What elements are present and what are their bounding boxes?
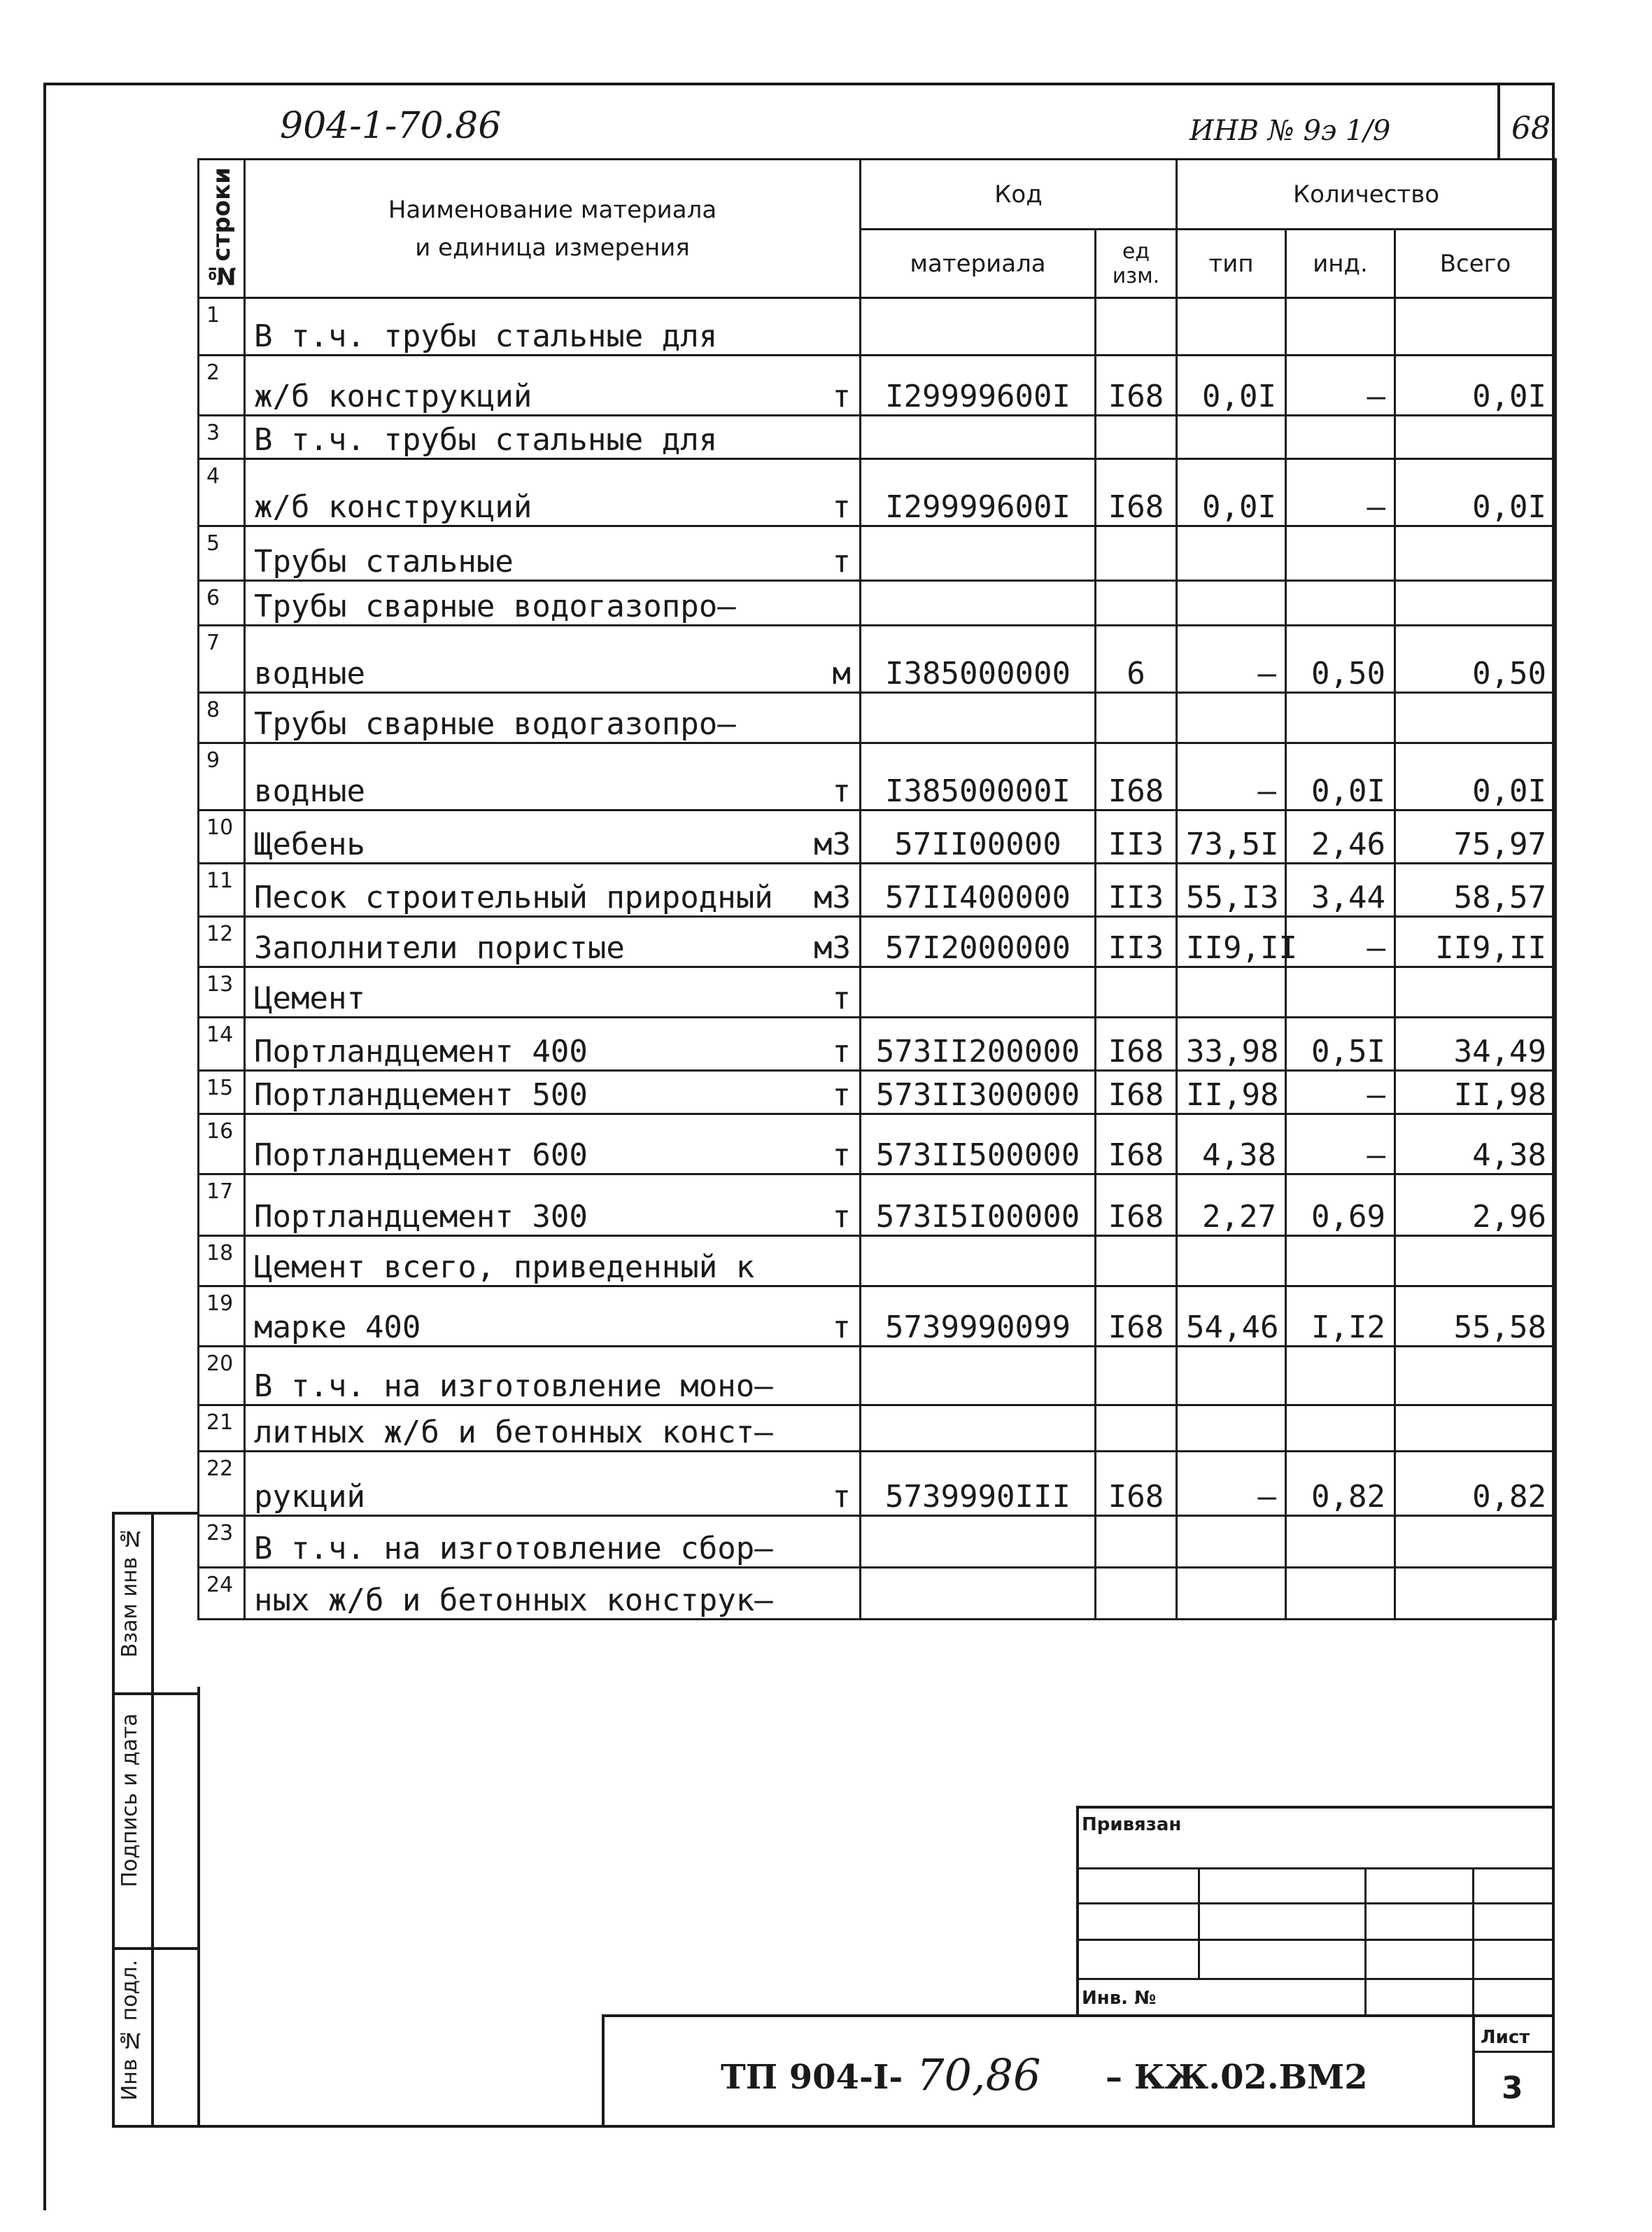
material-name-cell bbox=[245, 526, 861, 581]
qty-total: II9,II bbox=[1395, 917, 1556, 967]
qty-total: 0,0I bbox=[1395, 743, 1556, 810]
material-unit: м bbox=[832, 656, 851, 692]
material-name-cell bbox=[245, 1114, 861, 1174]
qty-individual: 0,50 bbox=[1286, 626, 1395, 693]
unit-code: II3 bbox=[1096, 810, 1177, 864]
material-name: Цемент всего, приведенный к bbox=[254, 1249, 755, 1285]
side-stamp-top-line bbox=[112, 1512, 199, 1515]
material-code bbox=[861, 298, 1096, 356]
qty-total bbox=[1395, 526, 1556, 581]
header-row-number: №строки bbox=[199, 160, 245, 298]
row-number: 16 bbox=[199, 1114, 245, 1174]
unit-code bbox=[1096, 1405, 1177, 1452]
project-number-handwritten: 904-1-70.86 bbox=[280, 105, 502, 147]
qty-type bbox=[1177, 526, 1286, 581]
side-label-inv-replace: Взам инв № bbox=[118, 1526, 142, 1658]
corner-sheet-number: 68 bbox=[1511, 111, 1551, 146]
material-name-cell bbox=[245, 459, 861, 526]
material-name-cell bbox=[245, 298, 861, 356]
row-number: 9 bbox=[199, 743, 245, 810]
table-row bbox=[199, 626, 1556, 693]
material-name: Песок строительный природный bbox=[254, 880, 773, 915]
material-unit: т bbox=[832, 1137, 851, 1173]
table-row bbox=[199, 1018, 1556, 1071]
material-name-cell bbox=[245, 864, 861, 917]
qty-total: 0,0I bbox=[1395, 459, 1556, 526]
table-row bbox=[199, 1114, 1556, 1174]
unit-code: I68 bbox=[1096, 1174, 1177, 1236]
material-code bbox=[861, 1347, 1096, 1405]
material-name-cell bbox=[245, 581, 861, 626]
material-name-cell bbox=[245, 693, 861, 743]
unit-code bbox=[1096, 967, 1177, 1018]
table-row bbox=[199, 1452, 1556, 1516]
material-name: ных ж/б и бетонных конструк– bbox=[254, 1582, 773, 1618]
row-number: 3 bbox=[199, 416, 245, 459]
row-number: 8 bbox=[199, 693, 245, 743]
qty-total bbox=[1395, 967, 1556, 1018]
material-code: 5739990099 bbox=[861, 1286, 1096, 1347]
qty-total bbox=[1395, 1405, 1556, 1452]
unit-code bbox=[1096, 416, 1177, 459]
stamp-box-top bbox=[1076, 1806, 1555, 1809]
material-name: водные bbox=[254, 656, 365, 692]
stamp-col-3 bbox=[1472, 1867, 1474, 2014]
side-stamp-div2 bbox=[112, 1947, 199, 1950]
qty-type bbox=[1177, 1516, 1286, 1568]
stamp-col-1 bbox=[1198, 1867, 1200, 1979]
row-number: 11 bbox=[199, 864, 245, 917]
material-code bbox=[861, 1516, 1096, 1568]
material-unit: м3 bbox=[814, 880, 851, 915]
qty-total bbox=[1395, 581, 1556, 626]
row-number: 17 bbox=[199, 1174, 245, 1236]
material-name-cell bbox=[245, 810, 861, 864]
table-row bbox=[199, 917, 1556, 967]
material-unit: т bbox=[832, 981, 851, 1016]
qty-type: 54,46 bbox=[1177, 1286, 1286, 1347]
table-row bbox=[199, 1405, 1556, 1452]
material-name: Щебень bbox=[254, 827, 365, 862]
qty-individual: 0,82 bbox=[1286, 1452, 1395, 1516]
material-code bbox=[861, 967, 1096, 1018]
side-stamp-left-line bbox=[112, 1512, 115, 2128]
frame-right-inner-line bbox=[1497, 83, 1500, 160]
qty-individual bbox=[1286, 526, 1395, 581]
material-unit: т bbox=[832, 773, 851, 809]
row-number: 7 bbox=[199, 626, 245, 693]
unit-code: I68 bbox=[1096, 1114, 1177, 1174]
table-row bbox=[199, 1071, 1556, 1114]
qty-type bbox=[1177, 1405, 1286, 1452]
qty-type: 4,38 bbox=[1177, 1114, 1286, 1174]
qty-individual bbox=[1286, 298, 1395, 356]
row-number: 24 bbox=[199, 1568, 245, 1620]
material-name-cell bbox=[245, 1071, 861, 1114]
material-code: 573II300000 bbox=[861, 1071, 1096, 1114]
material-name-cell bbox=[245, 917, 861, 967]
title-block-left bbox=[602, 2014, 605, 2128]
material-code: 5739990III bbox=[861, 1452, 1096, 1516]
qty-type bbox=[1177, 416, 1286, 459]
material-name-cell bbox=[245, 967, 861, 1018]
unit-code: 6 bbox=[1096, 626, 1177, 693]
qty-type: – bbox=[1177, 743, 1286, 810]
qty-type bbox=[1177, 1347, 1286, 1405]
table-row bbox=[199, 810, 1556, 864]
qty-individual: 0,5I bbox=[1286, 1018, 1395, 1071]
material-name: Заполнители пористые bbox=[254, 930, 625, 966]
material-name-cell bbox=[245, 1452, 861, 1516]
unit-code bbox=[1096, 1347, 1177, 1405]
stamp-row-2 bbox=[1076, 1902, 1555, 1904]
material-name-cell bbox=[245, 416, 861, 459]
unit-code bbox=[1096, 298, 1177, 356]
qty-individual bbox=[1286, 1405, 1395, 1452]
qty-total bbox=[1395, 1347, 1556, 1405]
stamp-row-3 bbox=[1076, 1939, 1555, 1941]
table-row bbox=[199, 864, 1556, 917]
material-name-cell bbox=[245, 1405, 861, 1452]
qty-individual bbox=[1286, 581, 1395, 626]
unit-code: I68 bbox=[1096, 1452, 1177, 1516]
material-code: 573II200000 bbox=[861, 1018, 1096, 1071]
material-name: Портландцемент 500 bbox=[254, 1077, 588, 1113]
row-number: 19 bbox=[199, 1286, 245, 1347]
material-name-cell bbox=[245, 1174, 861, 1236]
bottom-area-left-line bbox=[197, 1687, 200, 2128]
material-name: Трубы сварные водогазопро– bbox=[254, 589, 736, 624]
material-unit: т bbox=[832, 1479, 851, 1515]
unit-code bbox=[1096, 1568, 1177, 1620]
qty-individual: – bbox=[1286, 1071, 1395, 1114]
qty-type: – bbox=[1177, 1452, 1286, 1516]
doc-code-handwritten: 70,86 bbox=[917, 2049, 1041, 2100]
material-code: 573I5I00000 bbox=[861, 1174, 1096, 1236]
qty-type: 33,98 bbox=[1177, 1018, 1286, 1071]
material-unit: м3 bbox=[814, 827, 851, 862]
row-number: 18 bbox=[199, 1236, 245, 1286]
material-name: В т.ч. трубы стальные для bbox=[254, 422, 718, 458]
row-number: 22 bbox=[199, 1452, 245, 1516]
material-code: I29999600I bbox=[861, 356, 1096, 416]
stamp-attached-label: Привязан bbox=[1082, 1814, 1182, 1835]
row-number: 4 bbox=[199, 459, 245, 526]
sheet-label: Лист bbox=[1481, 2027, 1530, 2048]
material-name-cell bbox=[245, 743, 861, 810]
material-name: рукций bbox=[254, 1479, 365, 1515]
material-code: 57II00000 bbox=[861, 810, 1096, 864]
table-row bbox=[199, 526, 1556, 581]
row-number: 2 bbox=[199, 356, 245, 416]
qty-total: II,98 bbox=[1395, 1071, 1556, 1114]
header-material-name: Наименование материала и единица измерения bbox=[245, 160, 861, 298]
material-name-cell bbox=[245, 1347, 861, 1405]
row-number: 21 bbox=[199, 1405, 245, 1452]
material-name: водные bbox=[254, 773, 365, 809]
material-name: ж/б конструкций bbox=[254, 489, 532, 525]
title-sheet-box-div bbox=[1472, 2051, 1555, 2053]
qty-type: 73,5I bbox=[1177, 810, 1286, 864]
materials-table bbox=[197, 158, 1557, 1620]
table-row bbox=[199, 693, 1556, 743]
table-row bbox=[199, 1236, 1556, 1286]
qty-total bbox=[1395, 693, 1556, 743]
material-name: Портландцемент 300 bbox=[254, 1199, 588, 1235]
qty-individual: – bbox=[1286, 917, 1395, 967]
doc-code-printed-left: ТП 904-I- bbox=[721, 2058, 903, 2097]
material-unit: т bbox=[832, 489, 851, 525]
material-name-cell bbox=[245, 1286, 861, 1347]
material-code bbox=[861, 1405, 1096, 1452]
material-name: литных ж/б и бетонных конст– bbox=[254, 1415, 773, 1450]
table-row bbox=[199, 1174, 1556, 1236]
material-name-cell bbox=[245, 626, 861, 693]
table-row bbox=[199, 967, 1556, 1018]
material-name: Портландцемент 400 bbox=[254, 1034, 588, 1069]
side-label-inv-orig: Инв № подл. bbox=[118, 1960, 142, 2101]
qty-type bbox=[1177, 967, 1286, 1018]
frame-left-line bbox=[43, 83, 46, 2210]
row-number: 10 bbox=[199, 810, 245, 864]
unit-code bbox=[1096, 1236, 1177, 1286]
material-name-cell bbox=[245, 1236, 861, 1286]
material-name-cell bbox=[245, 1568, 861, 1620]
table-row bbox=[199, 298, 1556, 356]
material-code bbox=[861, 416, 1096, 459]
qty-individual bbox=[1286, 967, 1395, 1018]
table-row bbox=[199, 356, 1556, 416]
row-number: 23 bbox=[199, 1516, 245, 1568]
material-unit: т bbox=[832, 1199, 851, 1235]
unit-code: I68 bbox=[1096, 459, 1177, 526]
qty-total: 58,57 bbox=[1395, 864, 1556, 917]
table-row bbox=[199, 459, 1556, 526]
sheet-number: 3 bbox=[1502, 2070, 1523, 2106]
header-material-code: материала bbox=[861, 230, 1096, 298]
unit-code bbox=[1096, 1516, 1177, 1568]
qty-type: 55,I3 bbox=[1177, 864, 1286, 917]
table-row bbox=[199, 581, 1556, 626]
qty-total bbox=[1395, 1568, 1556, 1620]
table-row bbox=[199, 1516, 1556, 1568]
qty-individual: – bbox=[1286, 356, 1395, 416]
qty-total: 2,96 bbox=[1395, 1174, 1556, 1236]
material-code: 57I2000000 bbox=[861, 917, 1096, 967]
material-name-cell bbox=[245, 1516, 861, 1568]
material-code bbox=[861, 581, 1096, 626]
qty-type: – bbox=[1177, 626, 1286, 693]
material-name: В т.ч. на изготовление моно– bbox=[254, 1368, 773, 1404]
qty-total bbox=[1395, 1236, 1556, 1286]
qty-individual: 3,44 bbox=[1286, 864, 1395, 917]
qty-individual bbox=[1286, 693, 1395, 743]
table-row bbox=[199, 1347, 1556, 1405]
qty-total bbox=[1395, 1516, 1556, 1568]
qty-individual bbox=[1286, 1516, 1395, 1568]
qty-individual: 2,46 bbox=[1286, 810, 1395, 864]
qty-type: 0,0I bbox=[1177, 459, 1286, 526]
material-name: В т.ч. трубы стальные для bbox=[254, 318, 718, 354]
unit-code: I68 bbox=[1096, 356, 1177, 416]
material-code bbox=[861, 1236, 1096, 1286]
unit-code: I68 bbox=[1096, 1071, 1177, 1114]
material-unit: т bbox=[832, 1310, 851, 1345]
unit-code bbox=[1096, 526, 1177, 581]
header-total: Всего bbox=[1395, 230, 1556, 298]
qty-type: 0,0I bbox=[1177, 356, 1286, 416]
qty-individual: I,I2 bbox=[1286, 1286, 1395, 1347]
header-type: тип bbox=[1177, 230, 1286, 298]
unit-code: I68 bbox=[1096, 743, 1177, 810]
material-name-cell bbox=[245, 1018, 861, 1071]
material-name-cell bbox=[245, 356, 861, 416]
qty-individual: – bbox=[1286, 1114, 1395, 1174]
header-unit-code: ед изм. bbox=[1096, 230, 1177, 298]
material-code bbox=[861, 693, 1096, 743]
row-number: 15 bbox=[199, 1071, 245, 1114]
title-sheet-box-left bbox=[1472, 2014, 1475, 2128]
frame-bottom-line bbox=[112, 2125, 1555, 2128]
qty-total bbox=[1395, 298, 1556, 356]
qty-individual bbox=[1286, 416, 1395, 459]
qty-type bbox=[1177, 581, 1286, 626]
header-quantity: Количество bbox=[1177, 160, 1556, 230]
table-row bbox=[199, 1568, 1556, 1620]
side-stamp-div1 bbox=[112, 1692, 199, 1695]
stamp-row-4 bbox=[1076, 1978, 1555, 1980]
qty-individual bbox=[1286, 1236, 1395, 1286]
qty-total bbox=[1395, 416, 1556, 459]
header-code: Код bbox=[861, 160, 1177, 230]
qty-total: 55,58 bbox=[1395, 1286, 1556, 1347]
material-name: марке 400 bbox=[254, 1310, 421, 1345]
material-code bbox=[861, 1568, 1096, 1620]
unit-code: I68 bbox=[1096, 1286, 1177, 1347]
inventory-number-handwritten: ИНВ № 9э 1/9 bbox=[1189, 115, 1391, 147]
table-row bbox=[199, 416, 1556, 459]
qty-total: 0,0I bbox=[1395, 356, 1556, 416]
unit-code: II3 bbox=[1096, 864, 1177, 917]
material-code: I29999600I bbox=[861, 459, 1096, 526]
header-individual: инд. bbox=[1286, 230, 1395, 298]
unit-code bbox=[1096, 581, 1177, 626]
unit-code bbox=[1096, 693, 1177, 743]
material-name: ж/б конструкций bbox=[254, 379, 532, 414]
qty-type bbox=[1177, 693, 1286, 743]
material-unit: м3 bbox=[814, 930, 851, 966]
material-name: Трубы сварные водогазопро– bbox=[254, 706, 736, 742]
doc-code-printed-right: – КЖ.02.ВМ2 bbox=[1106, 2058, 1368, 2097]
qty-type: II,98 bbox=[1177, 1071, 1286, 1114]
row-number: 14 bbox=[199, 1018, 245, 1071]
qty-individual: 0,69 bbox=[1286, 1174, 1395, 1236]
side-stamp-mid-line bbox=[151, 1512, 154, 2128]
material-code: 57II400000 bbox=[861, 864, 1096, 917]
qty-total: 0,50 bbox=[1395, 626, 1556, 693]
row-number: 5 bbox=[199, 526, 245, 581]
material-unit: т bbox=[832, 1034, 851, 1069]
table-row bbox=[199, 743, 1556, 810]
material-unit: т bbox=[832, 1077, 851, 1113]
unit-code: II3 bbox=[1096, 917, 1177, 967]
material-unit: т bbox=[832, 544, 851, 580]
stamp-col-2 bbox=[1364, 1867, 1367, 2014]
side-label-sign-date: Подпись и дата bbox=[118, 1713, 142, 1888]
qty-individual: 0,0I bbox=[1286, 743, 1395, 810]
stamp-box-left bbox=[1076, 1806, 1079, 2016]
material-name: Трубы стальные bbox=[254, 544, 514, 580]
qty-total: 34,49 bbox=[1395, 1018, 1556, 1071]
qty-total: 4,38 bbox=[1395, 1114, 1556, 1174]
material-code bbox=[861, 526, 1096, 581]
stamp-inv-no-label: Инв. № bbox=[1082, 1988, 1157, 2009]
unit-code: I68 bbox=[1096, 1018, 1177, 1071]
qty-type: II9,II bbox=[1177, 917, 1286, 967]
material-name: В т.ч. на изготовление сбор– bbox=[254, 1531, 773, 1566]
material-code: 573II500000 bbox=[861, 1114, 1096, 1174]
material-name: Портландцемент 600 bbox=[254, 1137, 588, 1173]
title-block-top bbox=[602, 2014, 1555, 2017]
frame-top-line bbox=[43, 83, 1555, 85]
material-code: I385000000 bbox=[861, 626, 1096, 693]
table-row bbox=[199, 1286, 1556, 1347]
qty-type bbox=[1177, 1236, 1286, 1286]
qty-individual: – bbox=[1286, 459, 1395, 526]
row-number: 13 bbox=[199, 967, 245, 1018]
stamp-row-1 bbox=[1076, 1867, 1555, 1869]
qty-individual bbox=[1286, 1568, 1395, 1620]
row-number: 1 bbox=[199, 298, 245, 356]
qty-type: 2,27 bbox=[1177, 1174, 1286, 1236]
material-name: Цемент bbox=[254, 981, 365, 1016]
row-number: 12 bbox=[199, 917, 245, 967]
qty-type bbox=[1177, 298, 1286, 356]
row-number: 6 bbox=[199, 581, 245, 626]
qty-type bbox=[1177, 1568, 1286, 1620]
row-number: 20 bbox=[199, 1347, 245, 1405]
qty-individual bbox=[1286, 1347, 1395, 1405]
qty-total: 75,97 bbox=[1395, 810, 1556, 864]
material-unit: т bbox=[832, 379, 851, 414]
material-code: I38500000I bbox=[861, 743, 1096, 810]
qty-total: 0,82 bbox=[1395, 1452, 1556, 1516]
